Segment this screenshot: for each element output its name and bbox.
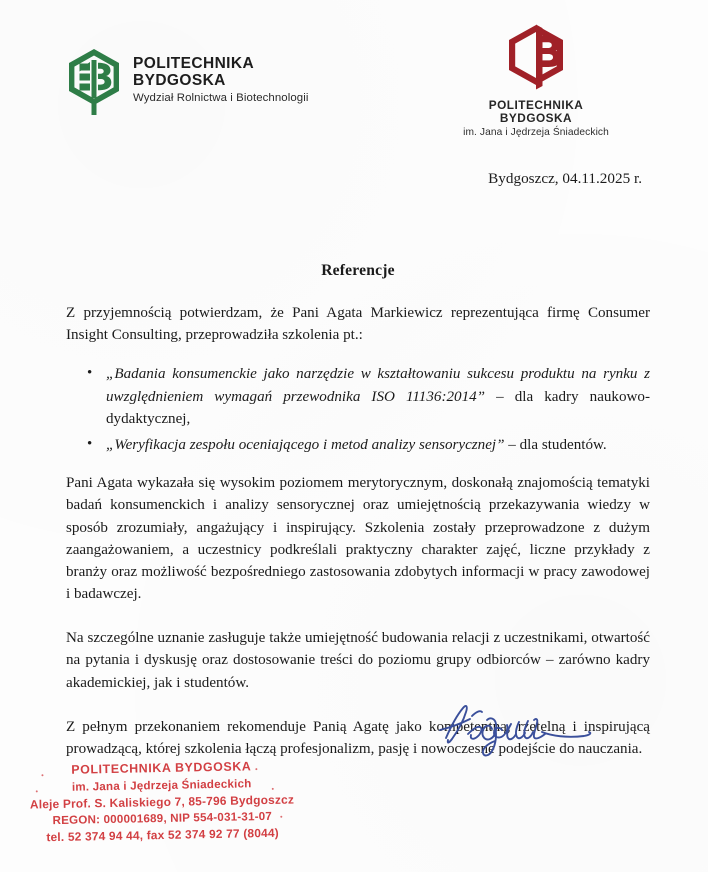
- document-header: [0, 0, 708, 150]
- intro-paragraph: Z przyjemnością potwierdzam, że Pani Agata Markiewicz reprezentująca firmę Consumer Insight Consulting, przeprowadziła szkolenia pt.:: [66, 305, 650, 344]
- logo-faculty-agriculture: [66, 46, 309, 116]
- stamp-line-2: im. Jana i Jędrzeja Śniadeckich: [71, 776, 252, 794]
- stamp-speck: [36, 790, 38, 792]
- stamp-line-1: POLITECHNIKA BYDGOSKA: [71, 759, 252, 777]
- handwritten-signature: [432, 694, 602, 764]
- training-title: „Badania konsumenckie jako narzędzie w kształtowaniu sukcesu produktu na rynku z uwzględnieniem wymagań przewodnika ISO 11136:2014”: [106, 366, 650, 405]
- red-hexagon-pb-monogram-icon: [505, 77, 567, 94]
- official-stamp: [27, 757, 297, 846]
- training-list: [66, 363, 650, 456]
- training-title: „Weryfikacja zespołu oceniającego i metod analizy sensorycznej”: [106, 436, 505, 453]
- stamp-line-3: Aleje Prof. S. Kaliskiego 7, 85-796 Bydgoszcz: [29, 792, 295, 812]
- logo-left-subtitle: Wydział Rolnictwa i Biotechnologii: [133, 92, 309, 105]
- logo-right-name-line2: BYDGOSKA: [499, 111, 573, 126]
- logo-university: [446, 24, 626, 138]
- stamp-line-5: tel. 52 374 94 44, fax 52 374 92 77 (8044): [46, 826, 280, 845]
- list-item: [104, 363, 650, 430]
- stamp-speck: [280, 816, 282, 818]
- paragraph-3: Na szczególne uznanie zasługuje także umiejętność budowania relacji z uczestnikami, otwartość na pytania i dyskusję oraz dostosowanie treści do poziomu grupy odbiorców – zarówno kadry akademickiej, jak i studentów.: [66, 630, 650, 691]
- page-title: Referencje: [321, 262, 395, 279]
- stamp-line-4: REGON: 000001689, NIP 554-031-31-07: [52, 809, 273, 828]
- logo-left-wordmark: [133, 46, 309, 104]
- green-leaf-hexagon-icon: [66, 48, 122, 116]
- paragraph-4: Z pełnym przekonaniem rekomenduje Panią Agatę jako kompetentną, rzetelną i inspirującą prowadzącą, której szkolenia łączą profesjonalizm, pasję i nowoczesne podejście do nauczania.: [66, 718, 650, 757]
- list-item: [104, 434, 650, 456]
- logo-right-subtitle: im. Jana i Jędrzeja Śniadeckich: [463, 127, 609, 139]
- stamp-speck: [272, 788, 274, 790]
- dateline: Bydgoszcz, 04.11.2025 r.: [488, 170, 642, 187]
- logo-left-name-line1: POLITECHNIKA: [133, 55, 255, 72]
- stamp-speck: [41, 774, 43, 776]
- training-audience: – dla kadry naukowo-dydaktycznej,: [106, 388, 651, 427]
- training-audience: – dla studentów.: [504, 436, 607, 453]
- stamp-speck: [255, 768, 257, 770]
- logo-left-name-line2: BYDGOSKA: [133, 71, 226, 89]
- logo-right-name-line1: POLITECHNIKA: [488, 98, 584, 112]
- paragraph-2: Pani Agata wykazała się wysokim poziomem merytorycznym, doskonałą znajomością tematyki badań konsumenckich i analizy sensorycznej oraz umiejętnością przekazywania wiedzy w sposób zrozumiały, angażujący i inspirujący. Szkolenia zostały przeprowadzone z dużym zaangażowaniem, a uczestnicy podkreślali praktyczny charakter zajęć, liczne przykłady z branży oraz możliwość bezpośredniego zastosowania zdobytych informacji w pracy zawodowej i badawczej.: [66, 475, 650, 603]
